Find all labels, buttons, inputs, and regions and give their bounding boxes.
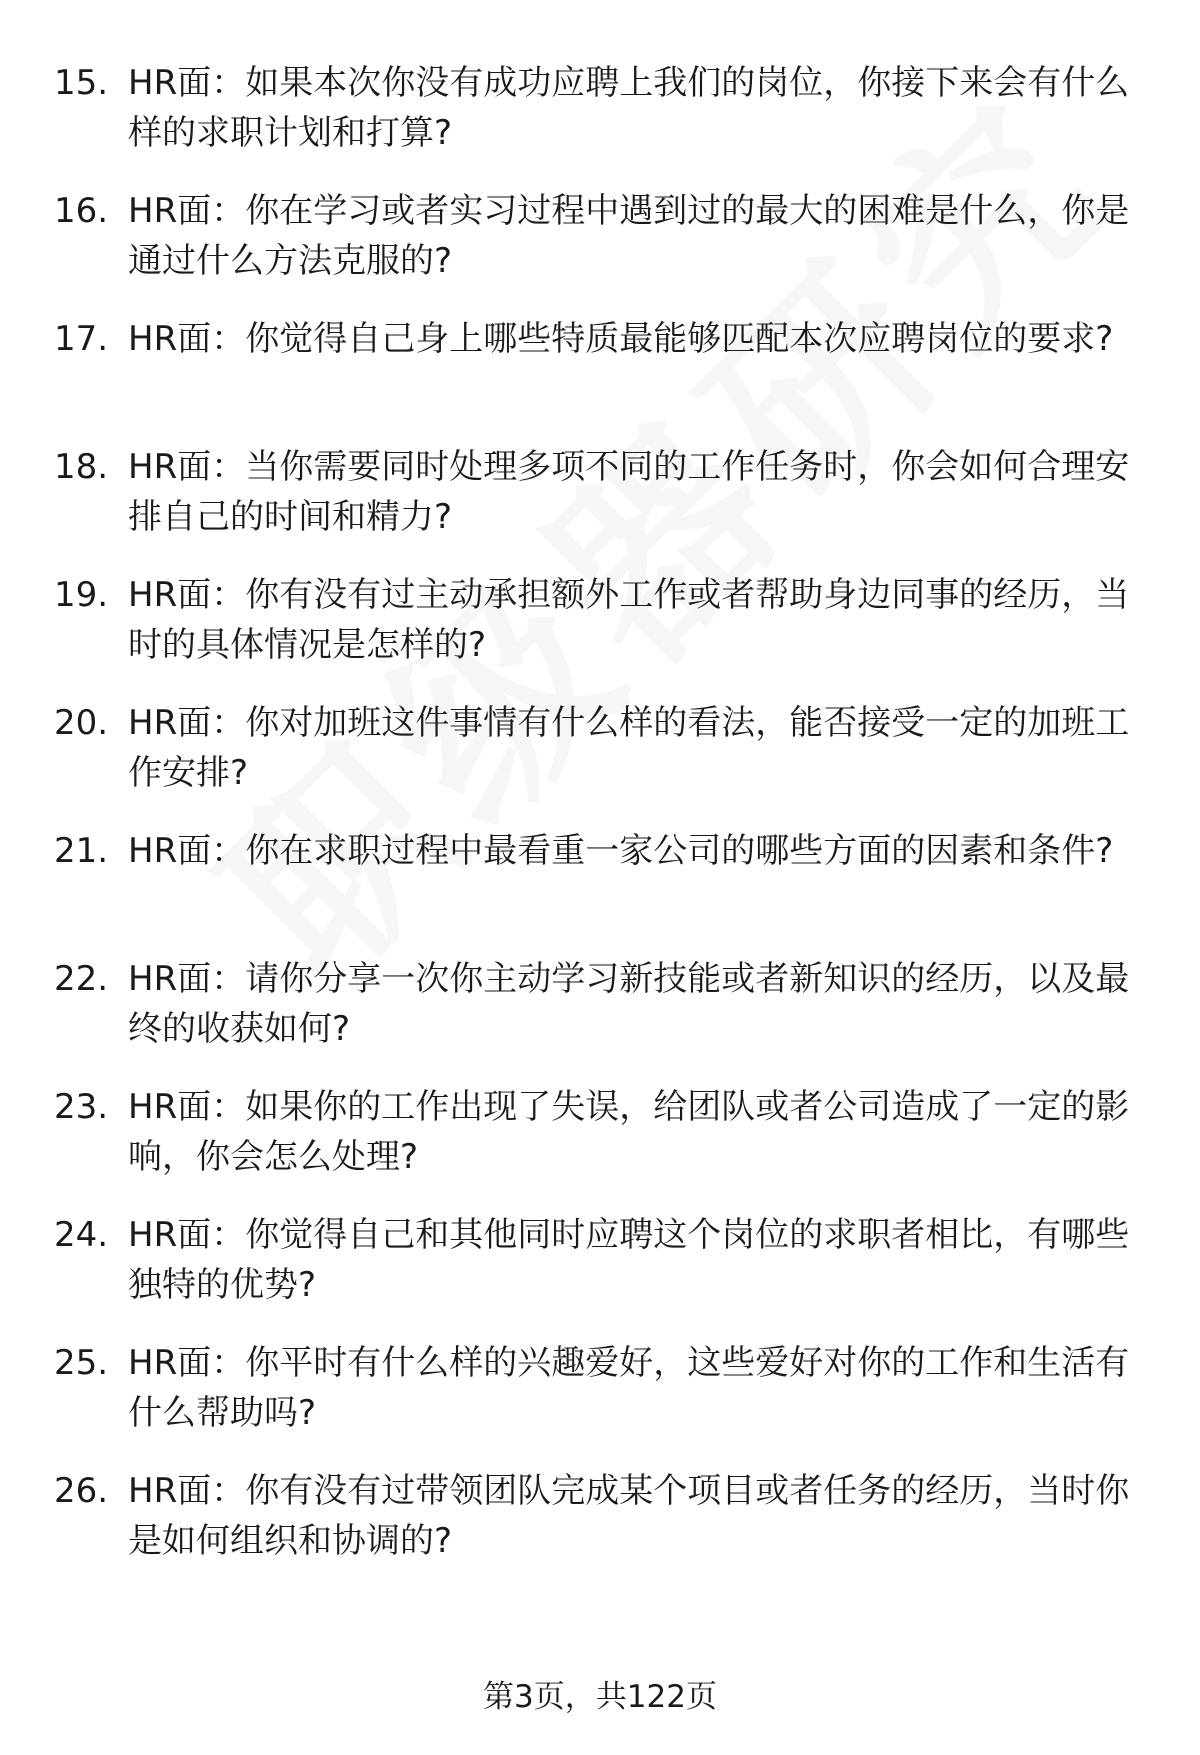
question-text: HR面：你在求职过程中最看重一家公司的哪些方面的因素和条件?	[128, 831, 1114, 871]
list-item	[0, 1210, 1200, 1314]
question-text: HR面：你有没有过带领团队完成某个项目或者任务的经历，当时你是如何组织和协调的?	[128, 1471, 1130, 1561]
question-number: 17.	[54, 319, 109, 359]
question-number: 22.	[54, 959, 109, 999]
question-text: HR面：你觉得自己身上哪些特质最能够匹配本次应聘岗位的要求?	[128, 319, 1114, 359]
question-number: 16.	[54, 191, 109, 231]
question-text: HR面：请你分享一次你主动学习新技能或者新知识的经历，以及最终的收获如何?	[128, 959, 1130, 1049]
list-item	[0, 186, 1200, 290]
question-number: 21.	[54, 831, 109, 871]
page-number-footer: 第3页，共122页	[483, 1679, 717, 1715]
question-number: 18.	[54, 447, 109, 487]
question-number: 23.	[54, 1087, 109, 1127]
question-number: 26.	[54, 1471, 109, 1511]
question-text: HR面：你在学习或者实习过程中遇到过的最大的困难是什么，你是通过什么方法克服的?	[128, 191, 1130, 281]
question-text: HR面：你有没有过主动承担额外工作或者帮助身边同事的经历，当时的具体情况是怎样的?	[128, 575, 1130, 665]
question-number: 20.	[54, 703, 109, 743]
question-number: 15.	[54, 63, 109, 103]
list-item	[0, 1466, 1200, 1570]
list-item	[0, 1338, 1200, 1442]
list-item	[0, 698, 1200, 802]
list-item	[0, 1082, 1200, 1186]
question-text: HR面：如果你的工作出现了失误，给团队或者公司造成了一定的影响，你会怎么处理?	[128, 1087, 1130, 1177]
question-text: HR面：当你需要同时处理多项不同的工作任务时，你会如何合理安排自己的时间和精力?	[128, 447, 1130, 537]
question-number: 24.	[54, 1215, 109, 1255]
list-item	[0, 954, 1200, 1058]
question-text: HR面：你对加班这件事情有什么样的看法，能否接受一定的加班工作安排?	[128, 703, 1130, 793]
list-item	[0, 570, 1200, 674]
list-item	[0, 58, 1200, 162]
question-number: 19.	[54, 575, 109, 615]
question-text: HR面：你平时有什么样的兴趣爱好，这些爱好对你的工作和生活有什么帮助吗?	[128, 1343, 1130, 1433]
list-item	[0, 442, 1200, 546]
question-number: 25.	[54, 1343, 109, 1383]
question-list	[0, 58, 1200, 1594]
list-item	[0, 314, 1200, 418]
question-text: HR面：如果本次你没有成功应聘上我们的岗位，你接下来会有什么样的求职计划和打算?	[128, 63, 1130, 153]
list-item	[0, 826, 1200, 930]
question-text: HR面：你觉得自己和其他同时应聘这个岗位的求职者相比，有哪些独特的优势?	[128, 1215, 1130, 1305]
